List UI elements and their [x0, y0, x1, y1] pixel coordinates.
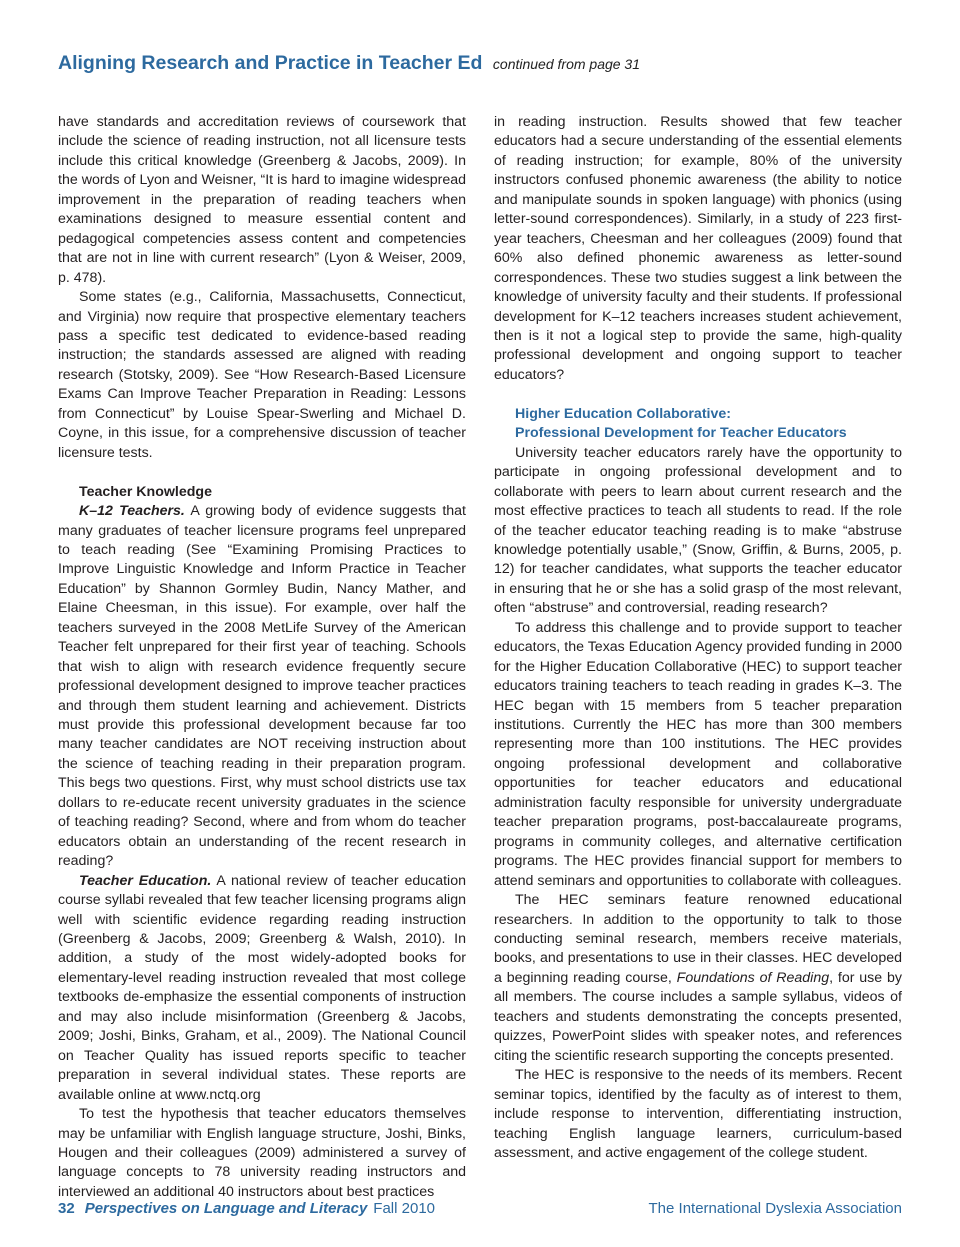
left-paragraph-5: To test the hypothesis that teacher educators themselves may be unfamiliar with English language structure, Joshi, Binks, Hougen and their colleagues (2009) administered a survey of language concepts to 78 university reading instructors and interviewed an additional 40 instructors about best practices [58, 1106, 466, 1200]
right-paragraph-4-start: The HEC seminars feature renowned educational researchers. In addition to the opportunity to talk to those conducting seminal research, members receive materials, books, and presentations to use in their classes. HEC developed a beginning reading course, [494, 892, 902, 986]
hec-heading-line-1: Higher Education Collaborative: [515, 405, 731, 422]
left-column [58, 113, 466, 1202]
right-column [494, 113, 902, 1163]
teacher-education-text: A national review of teacher education course syllabi revealed that few teacher licensing programs align well with scientific evidence regarding reading instruction (Greenberg & Jacobs, 2009; Greenberg & Walsh, 2010). In addition, a study of the most widely-adopted books for elementary-level reading instruction revealed that most college textbooks de-emphasize the essential components of instruction and may also include misinformation (Greenberg & Jacobs, 2009; Joshi, Binks, Graham, et al., 2009). The National Council on Teacher Quality has issued reports specific to teacher preparation in several individual states. These reports are available online at www.nctq.org [58, 872, 466, 1103]
continued-note: continued from page 31 [492, 56, 641, 72]
hec-heading-line-2: Professional Development for Teacher Educators [515, 425, 847, 442]
footer-left [58, 1200, 435, 1217]
k12-teachers-text: A growing body of evidence suggests that many graduates of teacher licensure programs feel unprepared to teach reading (See “Examining Promising Practices to Improve Linguistic Knowledge and Inform Practice in Teacher Education” by Shannon Gormley Budin, Nancy Mather, and Elaine Cheesman, in this issue). For example, over half the teachers surveyed in the 2008 MetLife Survey of the American Teacher felt unprepared for their first year of teaching. Schools that wish to align with research evidence frequently secure professional development designed to improve teacher practices and through them student learning and achievement. Districts must provide this professional development because far too many teacher candidates are NOT receiving instruction about the science of teaching reading in their preparation program. This begs two questions. First, why must school districts use tax dollars to re-educate recent university graduates in the science of teaching reading? Second, where and from whom do teacher educators obtain an understanding of the recent research in reading? [58, 503, 466, 870]
teacher-education-paragraph [58, 872, 466, 1105]
page-header [58, 52, 640, 75]
course-title: Foundations of Reading [676, 969, 830, 986]
right-paragraph-3: To address this challenge and to provide support to teacher educators, the Texas Education Agency provided funding in 2000 for the Higher Education Collaborative (HEC) to support teacher educators training teachers to teach reading in grades K–3. The HEC began with 15 members from 5 teacher preparation institutions. Currently the HEC has more than 300 members representing more than 100 institutions. The HEC provides ongoing professional development and collaborative opportunities for teacher educators and educational administration faculty responsible for university undergraduate teacher preparation programs, post-baccalaureate programs, programs in community colleges, and alternative certification programs. The HEC provides financial support for members to attend seminars and opportunities to collaborate with colleagues. [494, 619, 902, 889]
article-title: Aligning Research and Practice in Teacher Ed [58, 52, 483, 74]
left-paragraph-2: Some states (e.g., California, Massachusetts, Connecticut, and Virginia) now require that prospective elementary teachers pass a specific test dedicated to evidence-based reading instruction; the standards assessed are aligned with reading research (Stotsky, 2009). See “How Research-Based Licensure Exams Can Improve Teacher Preparation in Reading: Lessons from Connecticut” by Louise Spear-Swerling and Michael D. Coyne, in this issue, for a comprehensive discussion of teacher licensure tests. [58, 289, 466, 461]
page-number: 32 [58, 1200, 75, 1217]
k12-teachers-runin: K–12 Teachers. [79, 503, 185, 520]
right-paragraph-2: University teacher educators rarely have the opportunity to participate in ongoing professional development and to collaborate with peers to learn about current research and the most effective practices to teach all students to read. If the role of the teacher educator teaching reading is to make “abstruse knowledge potentially usable,” (Snow, Griffin, & Burns, 2005, p. 12) for teacher candidates, what supports the teacher educator in ensuring that he or she has a solid grasp of the most relevant, often “abstruse” and controversial, reading research? [494, 444, 902, 617]
right-paragraph-1: in reading instruction. Results showed that few teacher educators had a secure understanding of the essential elements of reading instruction; for example, 80% of the university instructors confused phonemic awareness (the ability to notice and manipulate sounds in spoken language) with phonics (using letter-sound correspondences). Similarly, in a study of 223 first-year teachers, Cheesman and her colleagues (2009) found that 60% also defined phonemic awareness as letter-sound correspondences. These two studies suggest a link between the knowledge of university faculty and their students. If professional development for K–12 teachers increases student achievement, then is it not a logical step to provide the same, high-quality professional development and ongoing support to teacher educators? [494, 114, 902, 383]
teacher-knowledge-heading: Teacher Knowledge [79, 483, 212, 500]
organization-name: The International Dyslexia Association [648, 1200, 902, 1217]
teacher-education-runin: Teacher Education. [79, 872, 212, 889]
right-paragraph-4-end: , for use by all members. The course includes a sample syllabus, videos of teachers and students demonstrating the concepts presented, quizzes, PowerPoint slides with speaker notes, and references citing the scientific research supporting the concepts presented. [494, 969, 902, 1064]
right-paragraph-4 [494, 891, 902, 1066]
page-footer [58, 1200, 902, 1222]
left-paragraph-1: have standards and accreditation reviews of coursework that include the science of reading instruction, not all licensure tests include this critical knowledge (Greenberg & Jacobs, 2009). In the words of Lyon and Weisner, “It is hard to imagine widespread improvement in the preparation of reading teachers when examinations designed to measure essential content and pedagogical competencies assess content and competencies that are not in line with current research” (Lyon & Weiser, 2009, p. 478). [58, 114, 466, 286]
issue-label: Fall 2010 [373, 1200, 436, 1217]
journal-title: Perspectives on Language and Literacy [84, 1200, 368, 1217]
right-paragraph-5: The HEC is responsive to the needs of its members. Recent seminar topics, identified by the faculty as of interest to them, include response to intervention, differentiating instruction, teaching English language learners, curriculum-based assessment, and active engagement of the college student. [494, 1067, 902, 1161]
k12-teachers-paragraph [58, 502, 466, 872]
